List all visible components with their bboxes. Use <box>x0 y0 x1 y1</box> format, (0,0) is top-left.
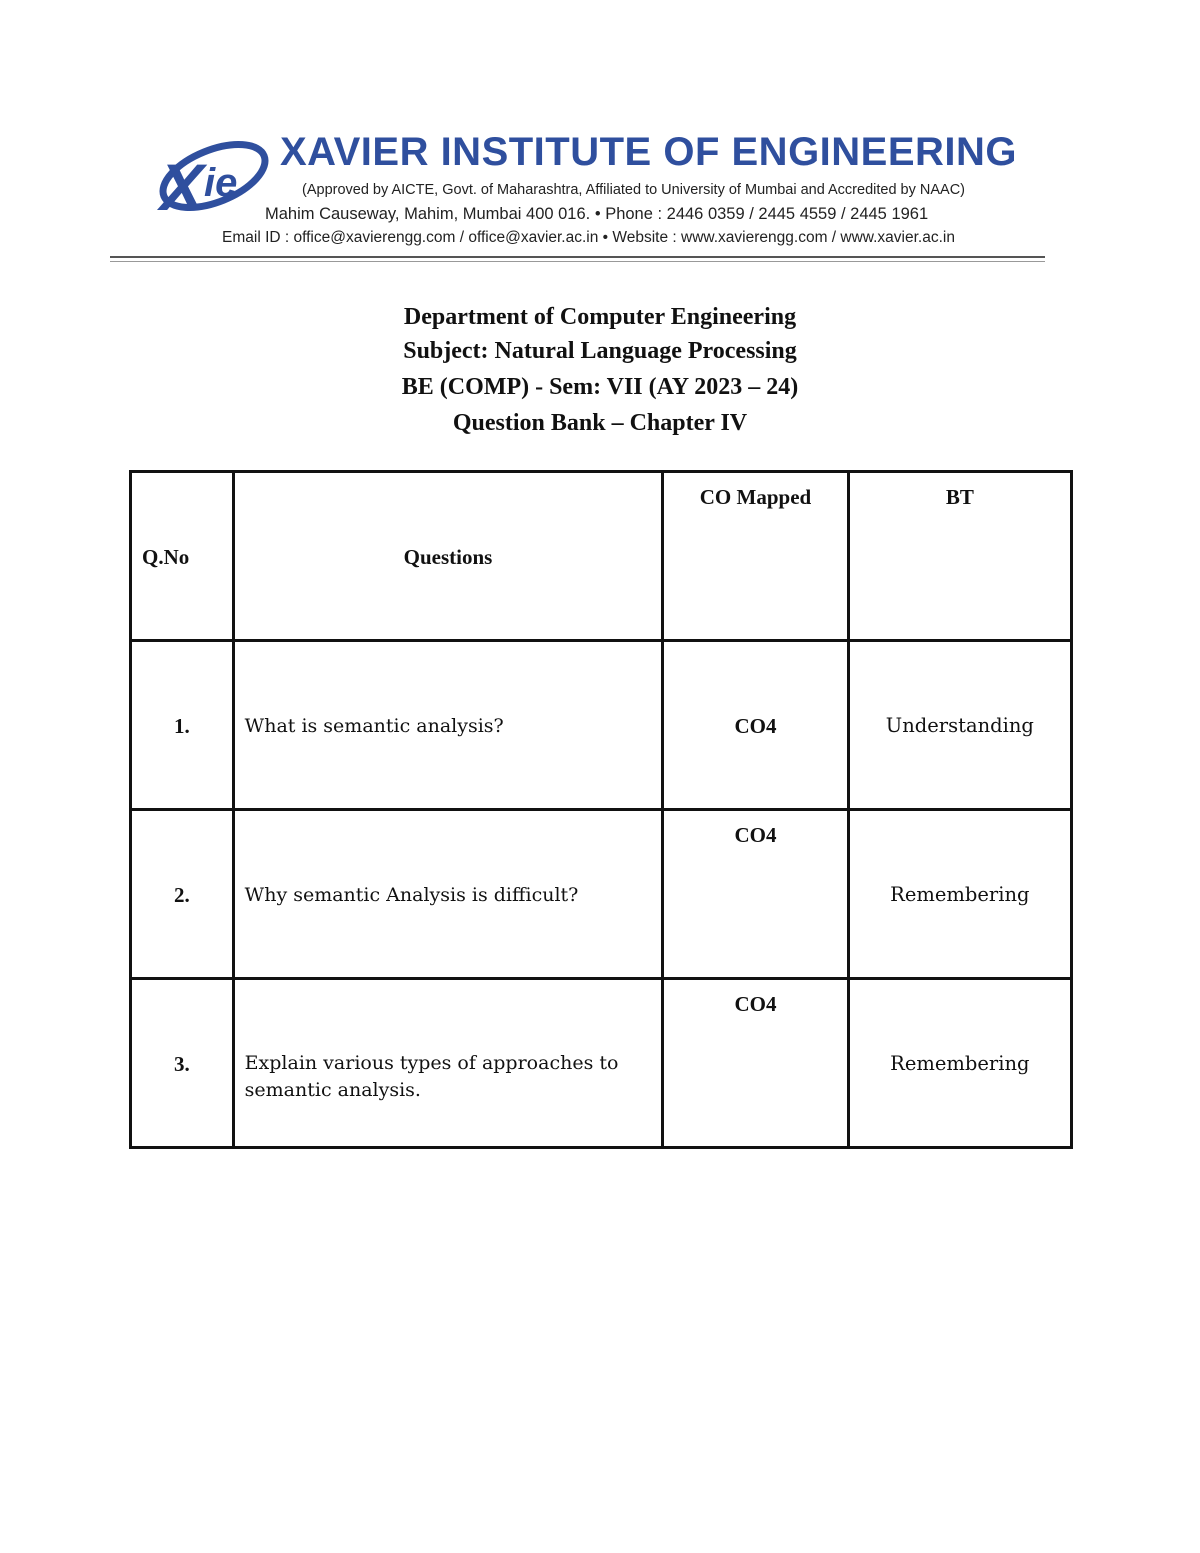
subject-title: Subject: Natural Language Processing <box>403 338 797 364</box>
header-bt <box>848 472 1071 641</box>
header-qno-label: Q.No <box>142 545 190 569</box>
co-value: CO4 <box>734 714 777 738</box>
row-number: 2. <box>173 883 190 907</box>
svg-text:ie: ie <box>204 161 238 205</box>
question-text: What is semantic analysis? <box>244 715 504 737</box>
semester-title: BE (COMP) - Sem: VII (AY 2023 – 24) <box>401 374 799 400</box>
table-row <box>131 810 1072 979</box>
contact-line: Email ID : office@xavierengg.com / office@xavier.ac.in • Website : www.xavierengg.com / www.xavier.ac.in <box>222 229 955 246</box>
question-cell <box>233 641 663 810</box>
table-row <box>131 979 1072 1148</box>
header-bt-label: BT <box>945 485 974 509</box>
question-text: Why semantic Analysis is difficult? <box>244 884 579 906</box>
svg-text:X: X <box>160 150 205 224</box>
bt-cell <box>848 810 1071 979</box>
row-number-cell <box>131 810 234 979</box>
row-number: 1. <box>173 714 190 738</box>
bt-value: Remembering <box>890 883 1030 906</box>
question-table <box>129 470 1073 1149</box>
question-text: Explain various types of approaches to semantic analysis. <box>244 1052 619 1101</box>
address-line: Mahim Causeway, Mahim, Mumbai 400 016. • Phone : 2446 0359 / 2445 4559 / 2445 1961 <box>265 205 929 223</box>
department-title: Department of Computer Engineering <box>403 304 797 330</box>
question-cell <box>233 810 663 979</box>
co-cell <box>663 810 848 979</box>
bt-cell <box>848 979 1071 1148</box>
institute-logo-icon <box>152 132 270 224</box>
header-co-label: CO Mapped <box>699 485 812 509</box>
header-questions-label: Questions <box>403 545 493 569</box>
header-divider-thin <box>110 261 1045 262</box>
row-number: 3. <box>173 1052 190 1076</box>
table-row <box>131 641 1072 810</box>
question-bank-title: Question Bank – Chapter IV <box>452 410 748 436</box>
co-cell <box>663 641 848 810</box>
header-co <box>663 472 848 641</box>
header-divider <box>110 256 1045 258</box>
row-number-cell <box>131 641 234 810</box>
header-qno <box>131 472 234 641</box>
co-cell <box>663 979 848 1148</box>
approval-line: (Approved by AICTE, Govt. of Maharashtra, Affiliated to University of Mumbai and Accredited by NAAC) <box>302 182 965 198</box>
institute-name: XAVIER INSTITUTE OF ENGINEERING <box>280 130 1018 174</box>
bt-value: Understanding <box>885 714 1034 737</box>
letterhead <box>0 0 1200 280</box>
question-cell <box>233 979 663 1148</box>
document-titles <box>0 300 1200 440</box>
bt-value: Remembering <box>890 1052 1030 1075</box>
row-number-cell <box>131 979 234 1148</box>
header-questions <box>233 472 663 641</box>
co-value: CO4 <box>734 992 777 1016</box>
bt-cell <box>848 641 1071 810</box>
co-value: CO4 <box>734 823 777 847</box>
table-header-row <box>131 472 1072 641</box>
